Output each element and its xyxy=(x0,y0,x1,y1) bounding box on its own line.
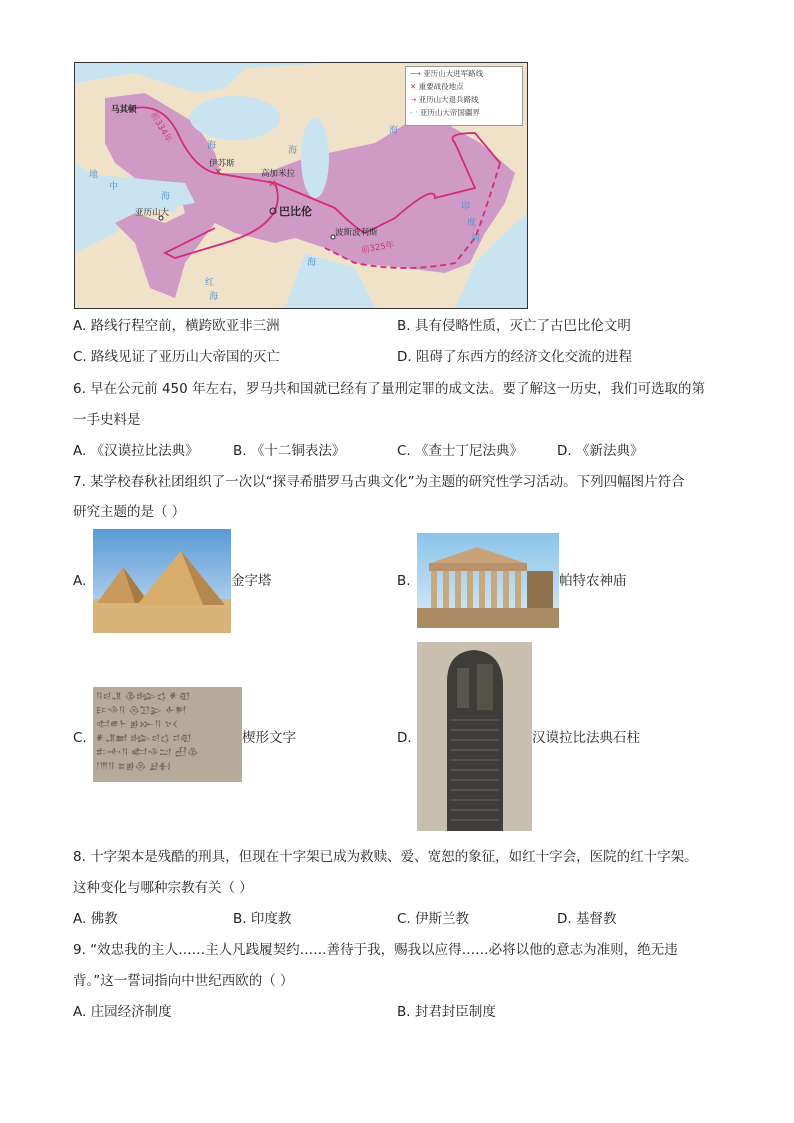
q6-option-a[interactable]: A. 《汉谟拉比法典》 xyxy=(73,443,199,459)
q7-stem-line2: 研究主题的是（ ） xyxy=(73,504,186,520)
q6-option-d[interactable]: D. 《新法典》 xyxy=(557,443,644,459)
q7-option-a-caption: 金字塔 xyxy=(231,573,272,589)
q7-option-d-letter[interactable]: D. xyxy=(397,730,412,746)
label-alexandria: 亚历山大 xyxy=(135,208,170,218)
q5-option-c[interactable]: C. 路线见证了亚历山大帝国的灭亡 xyxy=(73,349,281,365)
q8-option-d[interactable]: D. 基督教 xyxy=(557,911,617,927)
svg-text:✕: ✕ xyxy=(214,167,223,178)
sea-label: 海 xyxy=(209,292,219,302)
label-issus: 伊苏斯 xyxy=(209,159,235,169)
q8-stem-line2: 这种变化与哪种宗教有关（ ） xyxy=(73,880,253,896)
q8-option-a[interactable]: A. 佛教 xyxy=(73,911,118,927)
sea-label: 海 xyxy=(161,192,171,202)
label-babylon: 巴比伦 xyxy=(279,205,312,218)
q8-option-b[interactable]: B. 印度教 xyxy=(233,911,292,927)
sea-label: 河 xyxy=(471,234,481,244)
map-legend xyxy=(405,66,523,126)
label-macedon: 马其顿 xyxy=(111,105,137,115)
sea-label: 红 xyxy=(205,278,215,288)
q6-option-c[interactable]: C. 《查士丁尼法典》 xyxy=(397,443,524,459)
pyramids-image[interactable] xyxy=(93,529,231,633)
svg-text:𒄿𒈾𒀀 𒁲𒋛𒉌 𒅆𒂍: 𒄿𒈾𒀀 𒁲𒋛𒉌 𒅆𒂍 xyxy=(96,706,187,716)
label-year325: 前325年 xyxy=(360,240,396,256)
hammurabi-stele-image[interactable] xyxy=(417,642,532,831)
cuneiform-image[interactable] xyxy=(93,687,242,782)
q9-option-a[interactable]: A. 庄园经济制度 xyxy=(73,1004,172,1020)
legend-battle: ✕ 重要战役地点 xyxy=(410,82,464,91)
q7-option-c-caption: 楔形文字 xyxy=(242,730,296,746)
svg-text:𒀀𒁀𒂗 𒆠𒈗𒌓 𒀭𒊏: 𒀀𒁀𒂗 𒆠𒈗𒌓 𒀭𒊏 xyxy=(96,692,190,702)
sea-label: 海 xyxy=(207,141,217,151)
alexander-campaign-map xyxy=(74,62,528,309)
q7-option-d-caption: 汉谟拉比法典石柱 xyxy=(532,730,640,746)
label-gaugamela: 高加米拉 xyxy=(261,169,296,179)
q7-option-c-letter[interactable]: C. xyxy=(73,730,87,746)
q9-stem-line2: 背。”这一誓词指向中世纪西欧的（ ） xyxy=(73,973,294,989)
svg-text:𒉺𒋾𒀀 𒅗𒈾𒁺 𒌷𒆠: 𒉺𒋾𒀀 𒅗𒈾𒁺 𒌷𒆠 xyxy=(96,748,199,758)
label-persepolis: 波斯波利斯 xyxy=(335,228,378,238)
sea-label: 印 xyxy=(461,202,471,212)
q5-option-b[interactable]: B. 具有侵略性质，灭亡了古巴比伦文明 xyxy=(397,318,631,334)
q8-stem-line1: 8. 十字架本是残酷的刑具，但现在十字架已成为救赎、爱、宽恕的象征，如红十字会，医院的红十字架。 xyxy=(73,849,698,865)
q6-option-b[interactable]: B. 《十二铜表法》 xyxy=(233,443,346,459)
q9-option-b[interactable]: B. 封君封臣制度 xyxy=(397,1004,496,1020)
q7-stem-line1: 7. 某学校春秋社团组织了一次以“探寻希腊罗马古典文化”为主题的研究性学习活动。下列四幅图片符合 xyxy=(73,474,685,490)
q5-option-a[interactable]: A. 路线行程空前，横跨欧亚非三洲 xyxy=(73,318,280,334)
sea-label: 中 xyxy=(109,182,119,192)
parthenon-image[interactable] xyxy=(417,533,559,628)
q8-option-c[interactable]: C. 伊斯兰教 xyxy=(397,911,470,927)
sea-label: 海 xyxy=(288,146,298,156)
svg-text:𒁹𒐈𒀀 𒊺𒂊𒁲 𒋗𒈬: 𒁹𒐈𒀀 𒊺𒂊𒁲 𒋗𒈬 xyxy=(96,762,172,772)
q6-stem-line2: 一手史料是 xyxy=(73,412,141,428)
legend-retreat: ⇢ 亚历山大退兵路线 xyxy=(410,95,479,104)
q9-stem-line1: 9. “效忠我的主人……主人凡践履契约……善待于我，赐我以应得……必将以他的意志为准则，绝无违 xyxy=(73,942,678,958)
legend-border: - · 亚历山大帝国疆界 xyxy=(410,108,480,117)
sea-label: 海 xyxy=(307,258,317,268)
sea-label: 度 xyxy=(467,218,477,228)
svg-text:𒊕𒌑𒈨 𒂊𒁍𒀀 𒆳𒌋: 𒊕𒌑𒈨 𒂊𒁍𒀀 𒆳𒌋 xyxy=(96,720,178,730)
sea-label: 地 xyxy=(89,170,99,180)
svg-text:✕: ✕ xyxy=(268,179,277,190)
legend-advance: ⟶ 亚历山大进军路线 xyxy=(410,69,484,78)
q7-option-b-letter[interactable]: B. xyxy=(397,573,411,589)
q7-option-a-letter[interactable]: A. xyxy=(73,573,87,589)
q6-stem-line1: 6. 早在公元前 450 年左右，罗马共和国就已经有了量刑定罪的成文法。要了解这一历史，我们可选取的第 xyxy=(73,381,706,397)
sea-label: 海 xyxy=(389,126,399,136)
q7-option-b-caption: 帕特农神庙 xyxy=(559,573,627,589)
label-year334: 前334年 xyxy=(148,110,174,145)
q5-option-d[interactable]: D. 阻碍了东西方的经济文化交流的进程 xyxy=(397,349,632,365)
svg-text:𒀭𒂗𒆤 𒈗𒁀𒌓 𒄑𒊏: 𒀭𒂗𒆤 𒈗𒁀𒌓 𒄑𒊏 xyxy=(96,734,192,744)
